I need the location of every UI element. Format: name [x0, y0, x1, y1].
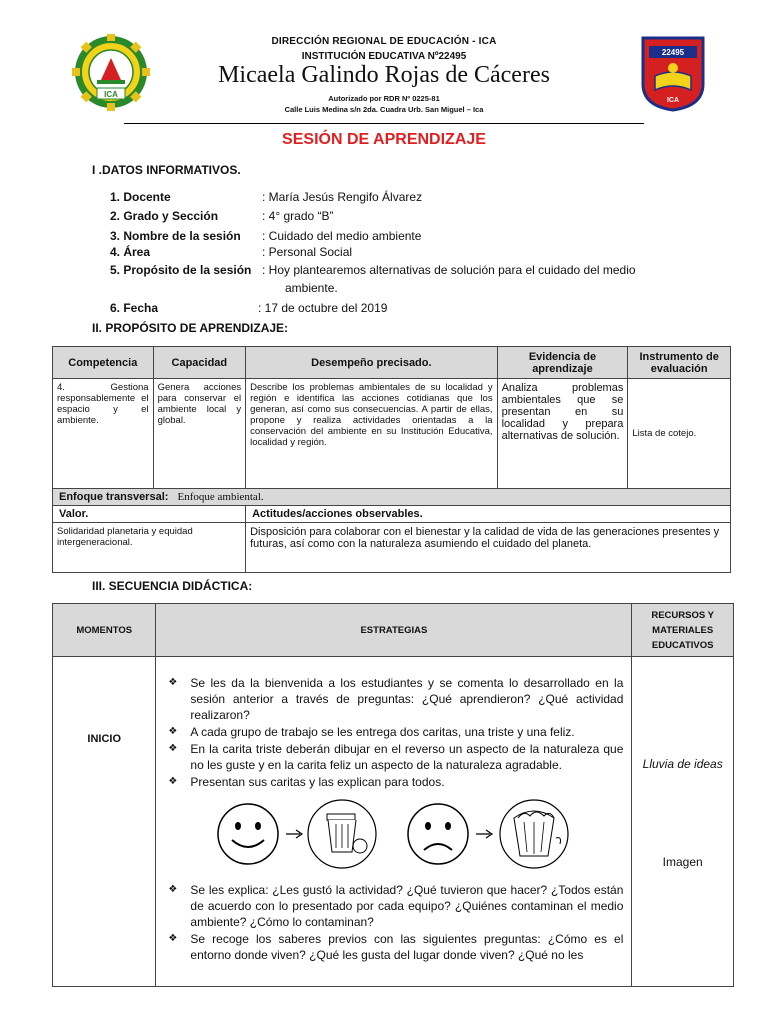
actitudes-value: Disposición para colaborar con el bienestar y la calidad de vida de las generaciones presentes y futuras, así como con la naturaleza asumiendo el cuidado del planeta. — [246, 523, 731, 573]
datos-value: : Cuidado del medio ambiente — [262, 229, 422, 243]
datos-value-continuation: ambiente. — [285, 281, 338, 295]
datos-value: : Personal Social — [262, 245, 353, 259]
proposito-table — [52, 346, 731, 573]
col-header: Capacidad — [153, 347, 246, 379]
proposito-heading: II. PROPÓSITO DE APRENDIZAJE: — [92, 321, 289, 335]
svg-text:ICA: ICA — [104, 90, 118, 99]
faces-illustration — [162, 796, 622, 876]
address: Calle Luis Medina s/n 2da. Cuadra Urb. San Miguel – Ica — [284, 105, 484, 114]
svg-text:ICA: ICA — [666, 97, 680, 104]
capacidad-cell: Genera acciones para conservar el ambiente local y global. — [153, 379, 246, 489]
header-line-1: DIRECCIÓN REGIONAL DE EDUCACIÓN - ICA — [271, 36, 497, 47]
resource-imagen: Imagen — [662, 855, 703, 869]
datos-label: 4. Área — [110, 245, 151, 259]
authorization: Autorizado por RDR Nº 0225-81 — [328, 94, 440, 103]
competencia-cell: 4. Gestiona responsablemente el espacio y el ambiente. — [53, 379, 154, 489]
list-item: ❖ A cada grupo de trabajo se les entrega dos caritas, una triste y una feliz. — [162, 724, 623, 740]
evidencia-cell: Analiza problemas ambientales que se presentan en su localidad y prepara alternativas de solución. — [497, 379, 628, 489]
col-header: Instrumento de evaluación — [628, 347, 731, 379]
secuencia-heading: III. SECUENCIA DIDÁCTICA: — [92, 579, 253, 593]
secuencia-table — [52, 603, 734, 987]
overflowing-trash-bin-icon — [500, 800, 568, 868]
moment-inicio: INICIO — [53, 657, 156, 987]
enfoque-value: Enfoque ambiental. — [177, 491, 264, 503]
datos-value: : María Jesús Rengifo Álvarez — [262, 190, 423, 204]
datos-value: : Hoy plantearemos alternativas de solución para el cuidado del medio — [262, 263, 636, 277]
svg-text:22495: 22495 — [661, 48, 685, 57]
col-header: Evidencia de aprendizaje — [497, 347, 628, 379]
list-item: ❖ En la carita triste deberán dibujar en el reverso un aspecto de la naturaleza que no les guste y en la carita feliz un aspecto de la naturaleza agradable. — [162, 741, 623, 773]
col-header: MOMENTOS — [53, 604, 156, 657]
arrow-right-icon — [286, 830, 302, 838]
clean-trash-bin-icon — [308, 800, 376, 868]
col-header: Desempeño precisado. — [246, 347, 497, 379]
enfoque-label: Enfoque transversal: — [59, 491, 169, 503]
list-item: ❖ Presentan sus caritas y las explican para todos. — [162, 774, 623, 790]
school-name: Micaela Galindo Rojas de Cáceres — [218, 62, 550, 88]
datos-label: 1. Docente — [110, 190, 171, 204]
enfoque-row — [53, 489, 731, 506]
page-title: SESIÓN DE APRENDIZAJE — [282, 131, 486, 148]
header-line-2: INSTITUCIÓN EDUCATIVA Nº22495 — [301, 51, 467, 62]
col-header: Competencia — [53, 347, 154, 379]
col-header: RECURSOS Y MATERIALES EDUCATIVOS — [632, 604, 734, 657]
sad-face-icon — [408, 804, 468, 864]
recursos-cell — [632, 657, 734, 987]
header-divider — [124, 123, 644, 124]
actitudes-label: Actitudes/acciones observables. — [246, 506, 731, 523]
resource-lluvia: Lluvia de ideas — [642, 757, 723, 771]
datos-label: 6. Fecha — [110, 301, 159, 315]
estrategias-cell — [156, 657, 632, 987]
happy-face-icon — [218, 804, 278, 864]
desempeno-cell: Describe los problemas ambientales de su localidad y región e identifica las acciones cotidianas que los generan, así como sus consecuencias. A partir de ellas, propone y realiza actividades orientadas a la conservación del ambiente en su Institución Educativa, localidad y región. — [246, 379, 497, 489]
datos-value: : 17 de octubre del 2019 — [258, 301, 388, 315]
bullet-list — [162, 675, 623, 790]
datos-label: 5. Propósito de la sesión — [110, 263, 252, 277]
datos-value: : 4° grado “B” — [262, 209, 334, 223]
valor-value: Solidaridad planetaria y equidad intergeneracional. — [53, 523, 246, 573]
instrumento-cell: Lista de cotejo. — [628, 379, 731, 489]
datos-label: 2. Grado y Sección — [110, 209, 219, 223]
arrow-right-icon — [476, 830, 492, 838]
datos-heading: I .DATOS INFORMATIVOS. — [92, 163, 241, 177]
bullet-list — [162, 882, 623, 963]
list-item: ❖ Se les da la bienvenida a los estudiantes y se comenta lo desarrollado en la sesión anterior a través de preguntas: ¿Qué aprendieron? ¿Qué actividad realizaron? — [162, 675, 623, 723]
list-item: ❖ Se recoge los saberes previos con las siguientes preguntas: ¿Cómo es el entorno donde viven? ¿Qué les gusta del lugar donde viven? ¿Qué no les — [162, 931, 623, 963]
list-item: ❖ Se les explica: ¿Les gustó la actividad? ¿Qué tuvieron que hacer? ¿Todos están de acuerdo con lo presentado por cada equipo? ¿Quiénes contaminan el medio ambiente? ¿Cómo lo contaminan? — [162, 882, 623, 930]
col-header: ESTRATEGIAS — [156, 604, 632, 657]
datos-label: 3. Nombre de la sesión — [110, 229, 241, 243]
valor-label: Valor. — [53, 506, 246, 523]
